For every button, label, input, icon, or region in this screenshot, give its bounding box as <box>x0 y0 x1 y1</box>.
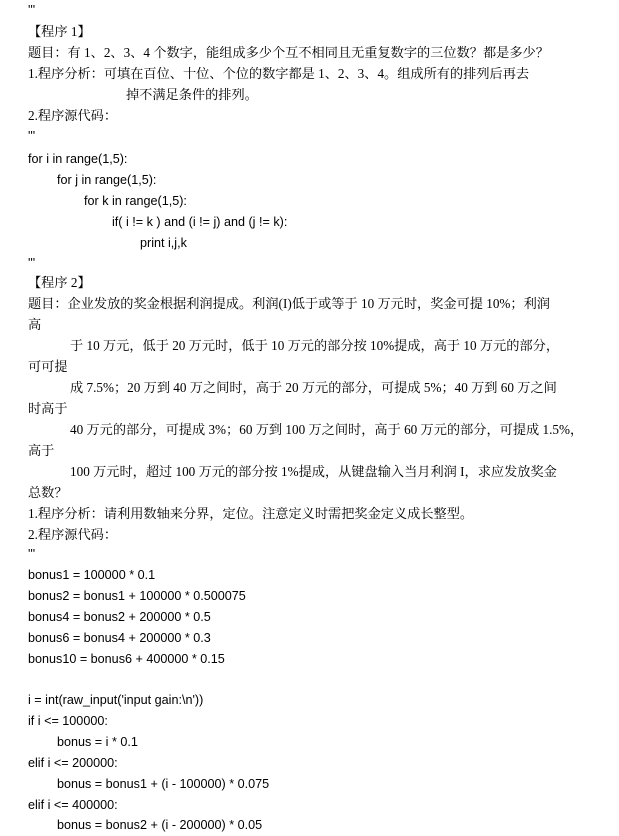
program-2-analysis: 1.程序分析：请利用数轴来分界，定位。注意定义时需把奖金定义成长整型。 <box>28 506 474 521</box>
docstring-quote: ''' <box>28 129 36 143</box>
code-line: bonus1 = 100000 * 0.1 <box>28 568 156 582</box>
code-line: bonus2 = bonus1 + 100000 * 0.500075 <box>28 589 246 603</box>
program-1-analysis: 1.程序分析：可填在百位、十位、个位的数字都是 1、2、3、4。组成所有的排列后再去 <box>28 66 530 81</box>
program-1-analysis-cont: 掉不满足条件的排列。 <box>126 87 258 102</box>
program-1-heading: 【程序 1】 <box>28 24 91 39</box>
code-line: bonus4 = bonus2 + 200000 * 0.5 <box>28 610 211 624</box>
code-line: i = int(raw_input('input gain:\n')) <box>28 693 204 707</box>
program-2-question-wrap: 时高于 <box>28 401 68 416</box>
docstring-quote-open: ''' <box>28 3 36 17</box>
code-line: if i <= 100000: <box>28 714 108 728</box>
program-2-question: 题目：企业发放的奖金根据利润提成。利润(I)低于或等于 10 万元时，奖金可提 10%；利润 <box>28 296 550 311</box>
code-line: elif i <= 400000: <box>28 798 118 812</box>
docstring-quote: ''' <box>28 547 36 561</box>
program-2-question-wrap: 高于 <box>28 443 55 458</box>
code-line: for i in range(1,5): <box>28 152 128 166</box>
code-line: for j in range(1,5): <box>57 173 157 187</box>
code-line: for k in range(1,5): <box>84 194 187 208</box>
code-line: bonus = bonus2 + (i - 200000) * 0.05 <box>57 818 263 832</box>
program-2-question-wrap: 高 <box>28 317 42 332</box>
program-2-question: 成 7.5%；20 万到 40 万之间时，高于 20 万元的部分，可提成 5%；40 万到 60 万之间 <box>70 380 557 395</box>
program-2-heading: 【程序 2】 <box>28 275 91 290</box>
program-2-source-label: 2.程序源代码： <box>28 527 118 542</box>
code-line: if( i != k ) and (i != j) and (j != k): <box>112 215 288 229</box>
code-line: bonus = bonus1 + (i - 100000) * 0.075 <box>57 777 270 791</box>
program-1-question: 题目：有 1、2、3、4 个数字，能组成多少个互不相同且无重复数字的三位数？都是多少？ <box>28 45 549 60</box>
code-line: bonus10 = bonus6 + 400000 * 0.15 <box>28 652 225 666</box>
docstring-quote: ''' <box>28 256 36 270</box>
program-2-question: 40 万元的部分，可提成 3%；60 万到 100 万之间时，高于 60 万元的部分，可提成 1.5%， <box>70 422 584 437</box>
code-line: elif i <= 200000: <box>28 756 118 770</box>
program-2-question-wrap: 可可提 <box>28 359 68 374</box>
program-2-question: 100 万元时，超过 100 万元的部分按 1%提成，从键盘输入当月利润 I，求应发放奖金 <box>70 464 557 479</box>
code-line: bonus = i * 0.1 <box>57 735 138 749</box>
program-1-source-label: 2.程序源代码： <box>28 108 118 123</box>
code-line: print i,j,k <box>140 236 187 250</box>
program-2-question: 于 10 万元，低于 20 万元时，低于 10 万元的部分按 10%提成，高于 10 万元的部分， <box>70 338 560 353</box>
program-2-question-wrap: 总数？ <box>28 485 68 500</box>
code-line: bonus6 = bonus4 + 200000 * 0.3 <box>28 631 211 645</box>
